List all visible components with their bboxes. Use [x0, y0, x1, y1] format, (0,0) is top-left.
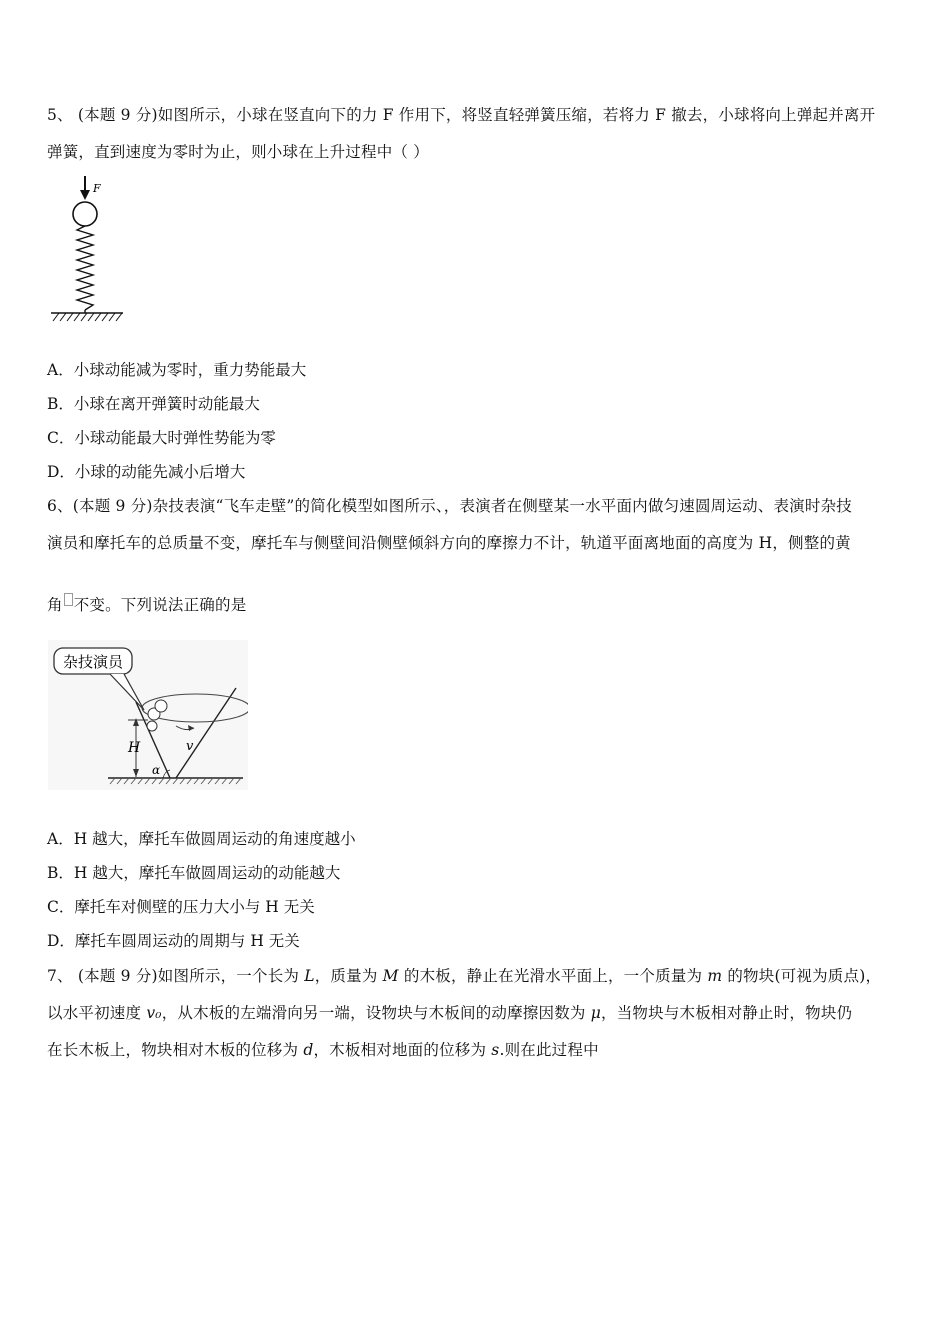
- force-label: F: [93, 182, 101, 195]
- q7-line1-part-a: 7、 (本题 9 分)如图所示，一个长为: [47, 967, 305, 985]
- q7-line3-part-c: .则在此过程中: [499, 1041, 599, 1059]
- q7-line3-part-a: 在长木板上，物块相对木板的位移为: [47, 1041, 304, 1059]
- angle-label: α: [152, 763, 161, 777]
- callout-label: 杂技演员: [62, 653, 124, 671]
- q7-line2-part-a: 以水平初速度: [47, 1004, 147, 1022]
- q5-option-a: A．小球动能减为零时，重力势能最大: [47, 361, 307, 379]
- q6-text-line-1: 6、(本题 9 分)杂技表演“飞车走壁”的简化模型如图所示、，表演者在侧壁某一水平面内做匀速圆周运动、表演时杂技: [47, 497, 852, 515]
- q5-text-line-2: 弹簧，直到速度为零时为止，则小球在上升过程中（ ）: [47, 143, 429, 161]
- q7-text-line-3: [47, 1038, 599, 1060]
- height-label: H: [128, 740, 141, 756]
- q5-text-line-1: 5、 (本题 9 分)如图所示，小球在竖直向下的力 F 作用下，将竖直轻弹簧压缩，若将力 F 撤去，小球将向上弹起并离开: [47, 106, 876, 124]
- q6-option-d: D．摩托车圆周运动的周期与 H 无关: [47, 932, 300, 950]
- q6-option-c: C．摩托车对侧壁的压力大小与 H 无关: [47, 898, 315, 916]
- var-d: d: [303, 1041, 314, 1059]
- q6-text-line-2: 演员和摩托车的总质量不变，摩托车与侧壁间沿侧壁倾斜方向的摩擦力不计，轨道平面离地面的高度为 H，侧整的黄: [47, 534, 851, 552]
- missing-symbol-box: [64, 593, 73, 606]
- var-M: M: [382, 967, 399, 985]
- q7-line3-part-b: ，木板相对地面的位移为: [313, 1041, 492, 1059]
- var-m: m: [707, 967, 723, 985]
- var-mu: μ: [590, 1004, 602, 1022]
- q5-option-b: B．小球在离开弹簧时动能最大: [47, 395, 260, 413]
- var-s: s: [491, 1041, 500, 1059]
- q6-option-a: A．H 越大，摩托车做圆周运动的角速度越小: [47, 830, 356, 848]
- spring-ball-figure: [45, 172, 130, 324]
- q7-text-line-1: [47, 964, 881, 986]
- q7-line2-part-b: ，从木板的左端滑向另一端，设物块与木板间的动摩擦因数为: [161, 1004, 591, 1022]
- var-v0: v₀: [146, 1004, 162, 1022]
- q5-option-d: D．小球的动能先减小后增大: [47, 463, 246, 481]
- q6-line3-end: 不变。下列说法正确的是: [73, 596, 247, 614]
- q6-text-line-3: [47, 593, 246, 615]
- q6-option-b: B．H 越大，摩托车做圆周运动的动能越大: [47, 864, 341, 882]
- q7-line1-part-c: 的木板，静止在光滑水平面上，一个质量为: [398, 967, 708, 985]
- velocity-label: v: [186, 739, 194, 754]
- q7-line1-part-d: 的物块(可视为质点)，: [722, 967, 882, 985]
- q7-line2-part-c: ，当物块与木板相对静止时，物块仍: [601, 1004, 853, 1022]
- q5-option-c: C．小球动能最大时弹性势能为零: [47, 429, 276, 447]
- cone-wall-figure: [48, 640, 248, 790]
- q7-line1-part-b: ，质量为: [314, 967, 383, 985]
- var-L: L: [304, 967, 315, 985]
- q7-text-line-2: [47, 1001, 852, 1023]
- q6-line3-start: 角: [47, 596, 63, 614]
